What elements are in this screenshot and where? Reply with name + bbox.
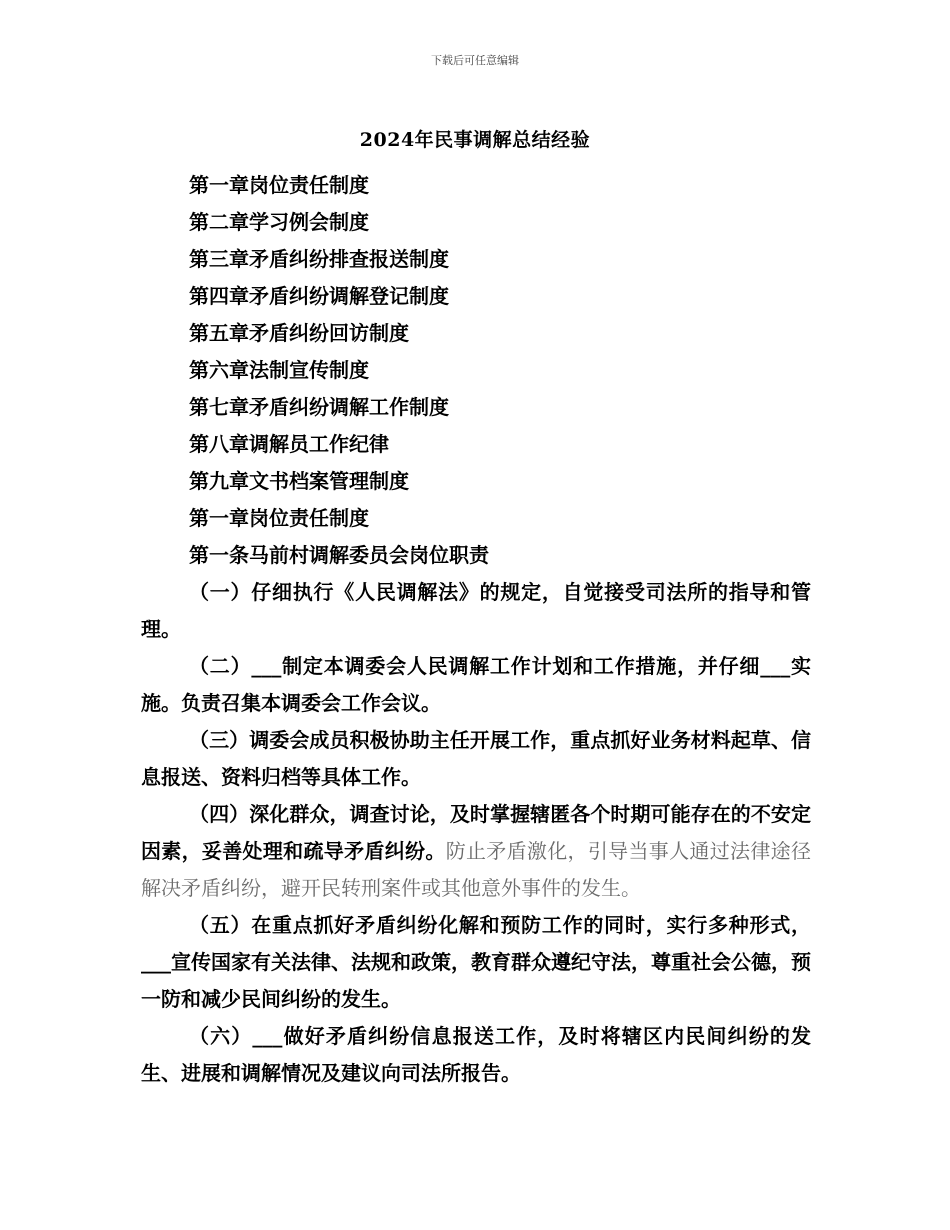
document-body xyxy=(141,167,811,1092)
paragraph-1: （一）仔细执行《人民调解法》的规定，自觉接受司法所的指导和管理。 xyxy=(141,580,811,641)
toc-item-5: 第五章矛盾纠纷回访制度 xyxy=(189,321,409,345)
paragraph-4-faded: 防止矛盾激化，引导当事人通过法律途径解决矛盾纠纷，避开民转刑案件或其他意外事件的发生。 xyxy=(141,839,811,900)
chapter-heading: 第一章岗位责任制度 xyxy=(189,506,369,530)
toc-item-6: 第六章法制宣传制度 xyxy=(189,358,369,382)
toc-item-1: 第一章岗位责任制度 xyxy=(189,173,369,197)
paragraph-6: （六）___做好矛盾纠纷信息报送工作，及时将辖区内民间纠纷的发生、进展和调解情况及建议向司法所报告。 xyxy=(141,1024,811,1085)
table-of-contents xyxy=(141,167,811,500)
toc-item-7: 第七章矛盾纠纷调解工作制度 xyxy=(189,395,449,419)
paragraph-4 xyxy=(141,796,811,907)
toc-item-3: 第三章矛盾纠纷排查报送制度 xyxy=(189,247,449,271)
toc-item-8: 第八章调解员工作纪律 xyxy=(189,432,389,456)
article-heading: 第一条马前村调解委员会岗位职责 xyxy=(189,543,489,567)
toc-item-4: 第四章矛盾纠纷调解登记制度 xyxy=(189,284,449,308)
paragraph-2: （二）___制定本调委会人民调解工作计划和工作措施，并仔细___实施。负责召集本调委会工作会议。 xyxy=(141,654,811,715)
paragraph-5: （五）在重点抓好矛盾纠纷化解和预防工作的同时，实行多种形式，___宣传国家有关法律、法规和政策，教育群众遵纪守法，尊重社会公德，预一防和减少民间纠纷的发生。 xyxy=(141,913,811,1011)
paragraph-4-main: （四）深化群众，调查讨论，及时掌握辖匿各个时期可能存在的不安定因素，妥善处理和疏导矛盾纠纷。 xyxy=(141,802,811,863)
page-header: 下载后可任意编辑 xyxy=(431,54,519,67)
toc-item-9: 第九章文书档案管理制度 xyxy=(189,469,409,493)
paragraph-3: （三）调委会成员积极协助主任开展工作，重点抓好业务材料起草、信息报送、资料归档等具体工作。 xyxy=(141,728,811,789)
toc-item-2: 第二章学习例会制度 xyxy=(189,210,369,234)
document-title: 2024年民事调解总结经验 xyxy=(359,129,591,151)
